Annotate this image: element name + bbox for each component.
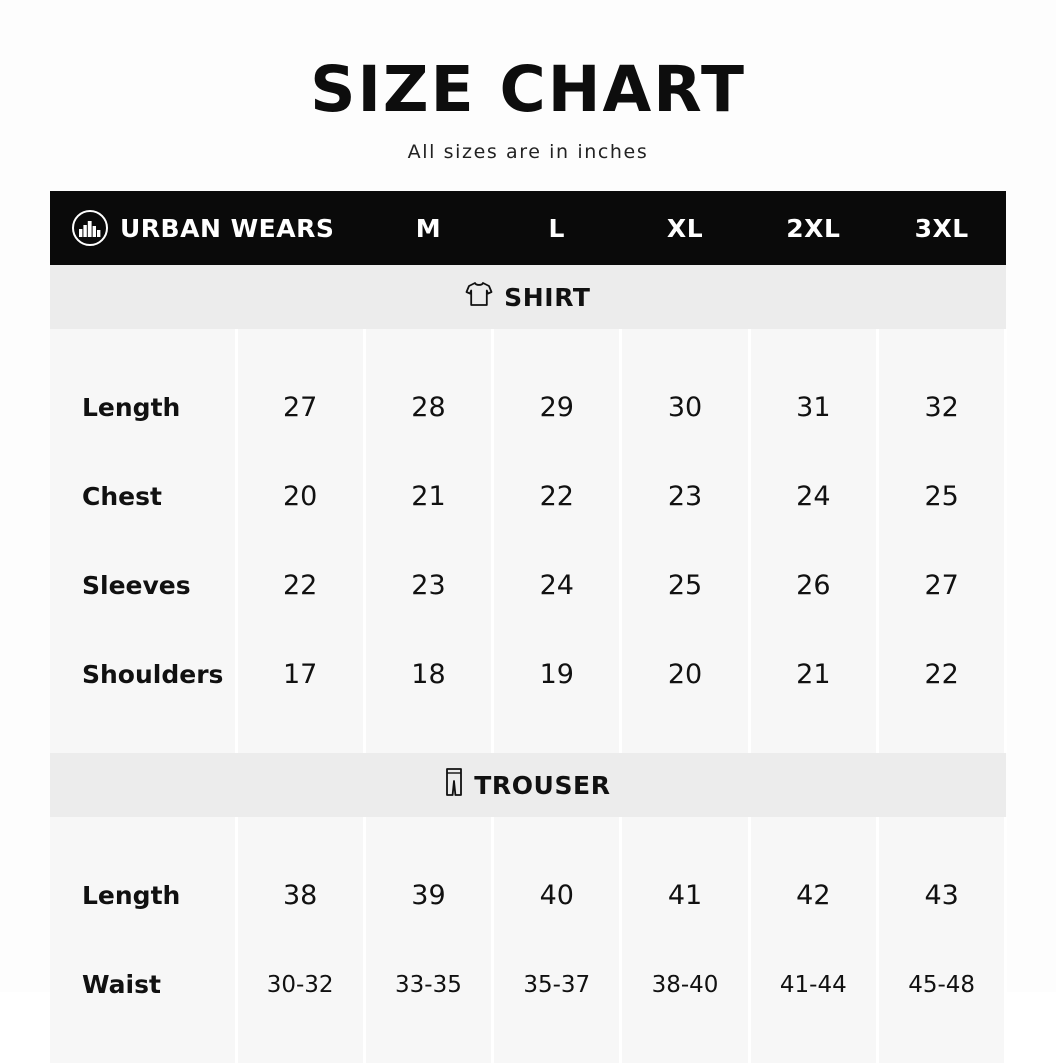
spacer-cell [364,329,492,363]
cell-value: 35-37 [493,940,621,1029]
spacer-cell [877,329,1005,363]
section-row-trouser [50,753,1006,817]
spacer-cell [50,719,236,753]
brand-name: URBAN WEARS [120,213,335,243]
cell-value: 23 [364,541,492,630]
cell-value: 24 [749,452,877,541]
size-chart-table [50,191,1007,1063]
row-label: Waist [50,940,236,1029]
row-label: Length [50,851,236,940]
cell-value: 29 [493,363,621,452]
cell-value: 21 [749,630,877,719]
cell-value: 28 [364,363,492,452]
table-row [50,541,1006,630]
spacer-row [50,1029,1006,1063]
column-header-l: L [493,191,621,265]
cell-value: 38 [236,851,364,940]
table-row [50,363,1006,452]
spacer-cell [621,329,749,363]
cell-value: 25 [621,541,749,630]
spacer-cell [749,719,877,753]
buildings-circle-icon [72,210,108,246]
trouser-icon [445,768,463,803]
cell-value: 23 [621,452,749,541]
cell-value: 39 [364,851,492,940]
spacer-cell [749,817,877,851]
cell-value: 17 [236,630,364,719]
cell-value: 24 [493,541,621,630]
spacer-cell [50,817,236,851]
size-chart-table-wrap [50,191,1006,1063]
cell-value: 31 [749,363,877,452]
brand-cell [50,191,364,265]
table-header [50,191,1006,265]
cell-value: 20 [621,630,749,719]
title-block [0,0,1056,163]
cell-value: 32 [877,363,1005,452]
cell-value: 22 [877,630,1005,719]
spacer-cell [877,719,1005,753]
section-cell-trouser [50,753,1006,817]
section-label-shirt: SHIRT [504,282,591,312]
spacer-cell [749,1029,877,1063]
spacer-cell [236,719,364,753]
spacer-cell [493,1029,621,1063]
cell-value: 18 [364,630,492,719]
table-row [50,630,1006,719]
spacer-cell [493,719,621,753]
spacer-row [50,719,1006,753]
spacer-cell [364,1029,492,1063]
cell-value: 30 [621,363,749,452]
spacer-row [50,817,1006,851]
cell-value: 22 [236,541,364,630]
section-row-shirt [50,265,1006,329]
cell-value: 41-44 [749,940,877,1029]
row-label: Shoulders [50,630,236,719]
cell-value: 41 [621,851,749,940]
cell-value: 27 [236,363,364,452]
cell-value: 42 [749,851,877,940]
cell-value: 25 [877,452,1005,541]
spacer-cell [493,329,621,363]
spacer-cell [877,817,1005,851]
spacer-cell [621,1029,749,1063]
spacer-cell [50,1029,236,1063]
spacer-cell [50,329,236,363]
cell-value: 27 [877,541,1005,630]
cell-value: 26 [749,541,877,630]
table-row [50,851,1006,940]
tshirt-icon [465,281,493,314]
table-row [50,940,1006,1029]
cell-value: 22 [493,452,621,541]
cell-value: 33-35 [364,940,492,1029]
spacer-cell [493,817,621,851]
spacer-cell [621,719,749,753]
spacer-cell [236,817,364,851]
cell-value: 20 [236,452,364,541]
section-label-trouser: TROUSER [474,770,611,800]
column-header-xl: XL [621,191,749,265]
table-row [50,452,1006,541]
cell-value: 38-40 [621,940,749,1029]
column-header-m: M [364,191,492,265]
column-header-3xl: 3XL [877,191,1005,265]
cell-value: 43 [877,851,1005,940]
row-label: Sleeves [50,541,236,630]
cell-value: 40 [493,851,621,940]
spacer-cell [749,329,877,363]
cell-value: 30-32 [236,940,364,1029]
table-body [50,265,1006,1063]
cell-value: 45-48 [877,940,1005,1029]
page-subtitle: All sizes are in inches [407,141,649,163]
cell-value: 21 [364,452,492,541]
spacer-cell [236,1029,364,1063]
spacer-cell [364,719,492,753]
section-cell-shirt [50,265,1006,329]
column-header-2xl: 2XL [749,191,877,265]
spacer-row [50,329,1006,363]
row-label: Length [50,363,236,452]
spacer-cell [364,817,492,851]
row-label: Chest [50,452,236,541]
cell-value: 19 [493,630,621,719]
spacer-cell [877,1029,1005,1063]
spacer-cell [236,329,364,363]
spacer-cell [621,817,749,851]
page-title: SIZE CHART [310,53,746,126]
header-row [50,191,1006,265]
